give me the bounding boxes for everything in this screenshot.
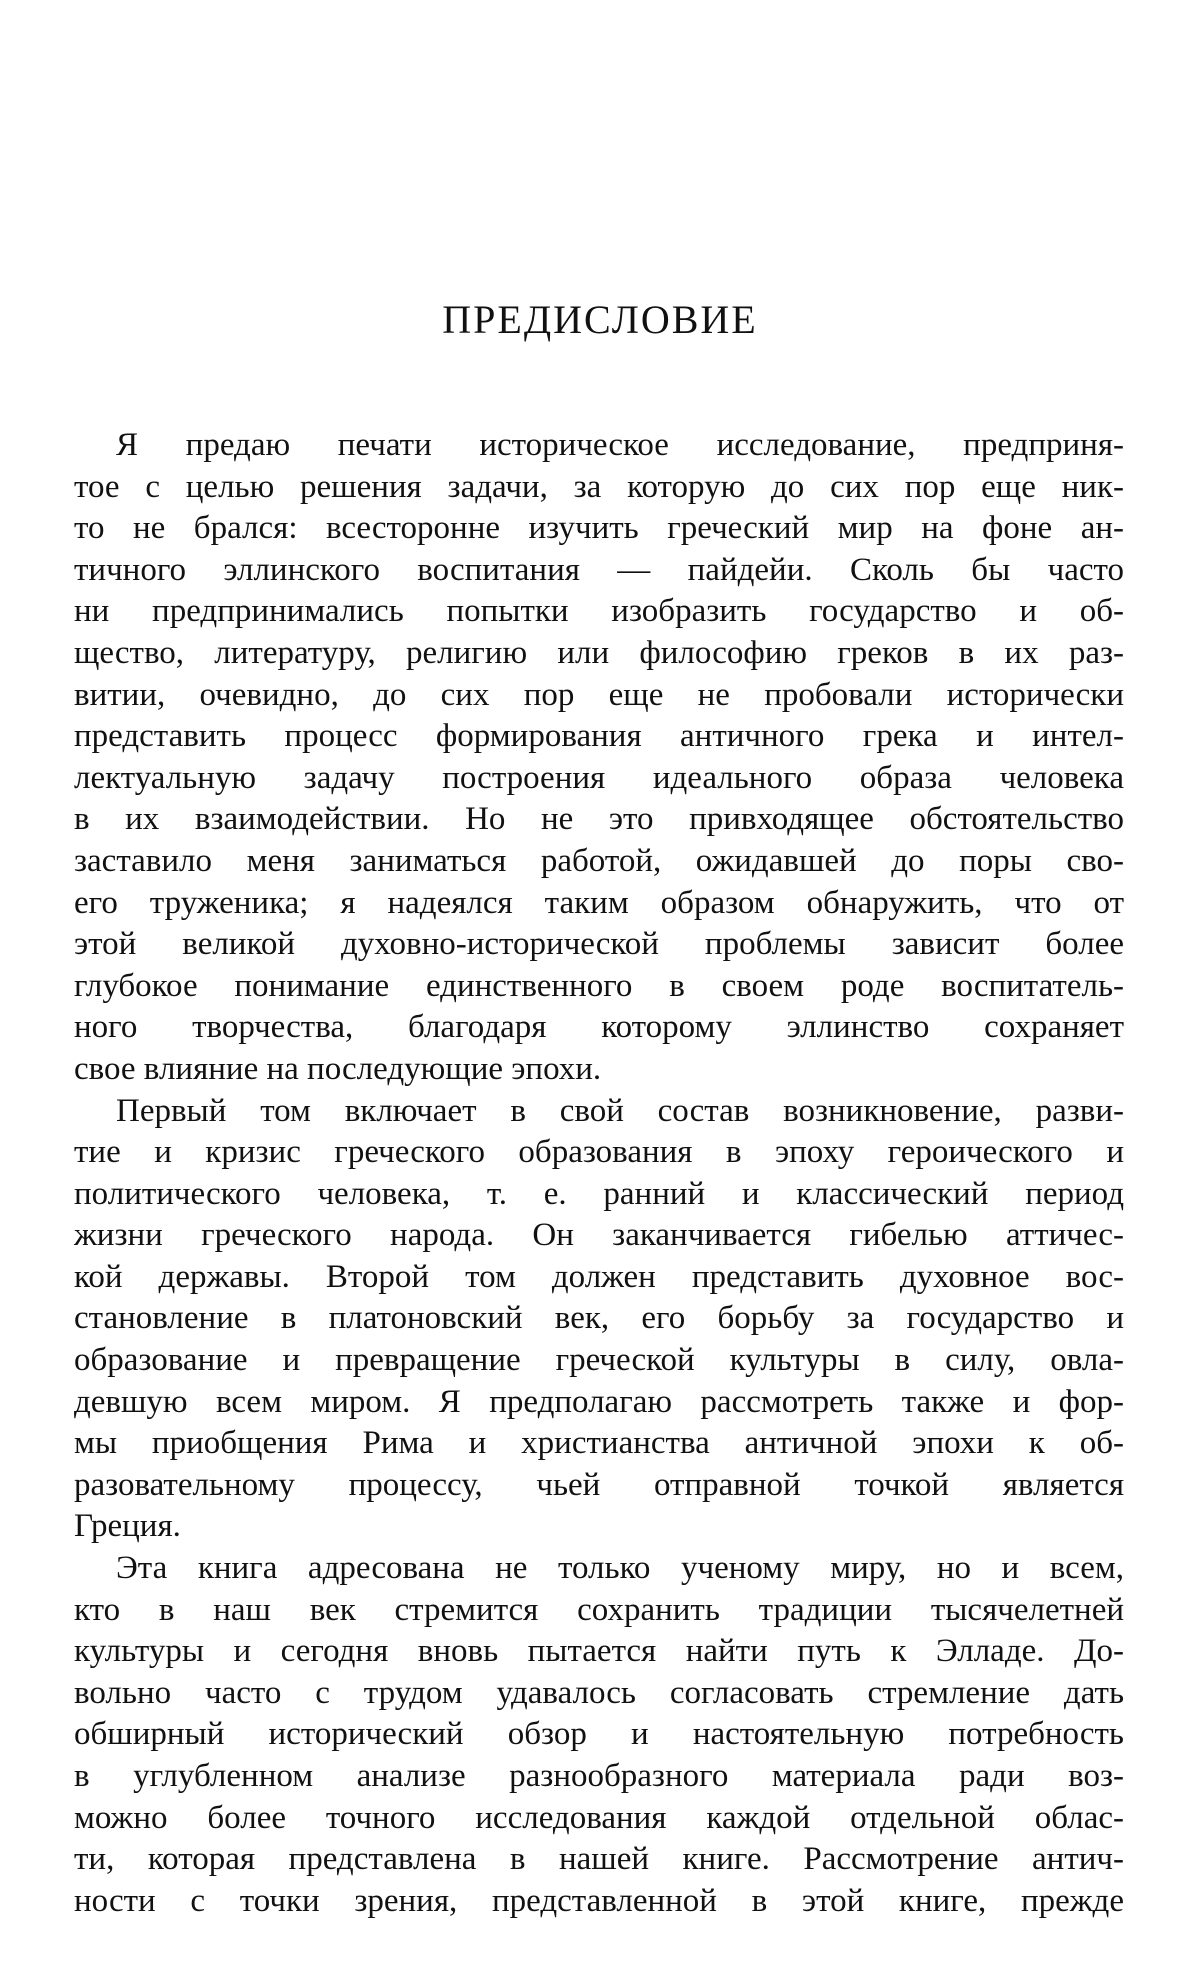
text-line: политического человека, т. е. ранний и классический период [74,1175,1124,1212]
text-line: ности с точки зрения, представленной в этой книге, прежде [74,1882,1124,1919]
text-line: ти, которая представлена в нашей книге. Рассмотрение антич- [74,1841,1124,1878]
text-line: образование и превращение греческой культуры в силу, овла- [74,1342,1124,1379]
text-line: то не брался: всесторонне изучить греческий мир на фоне ан- [74,510,1124,547]
text-line: щество, литературу, религию или философию греков в их раз- [74,634,1124,671]
text-line: разовательному процессу, чьей отправной точкой является [74,1466,1124,1503]
text-line: Эта книга адресована не только ученому миру, но и всем, [116,1550,1124,1587]
text-line: его труженика; я надеялся таким образом обнаружить, что от [74,884,1124,921]
text-line: витии, очевидно, до сих пор еще не пробовали исторически [74,676,1124,713]
text-line: глубокое понимание единственного в своем роде воспитатель- [74,967,1124,1004]
text-line: в их взаимодействии. Но не это привходящее обстоятельство [74,801,1124,838]
text-line: вольно часто с трудом удавалось согласовать стремление дать [74,1674,1124,1711]
text-line: представить процесс формирования античного грека и интел- [74,718,1124,755]
text-line: лектуальную задачу построения идеального образа человека [74,759,1124,796]
text-line: этой великой духовно-исторической проблемы зависит более [74,926,1124,963]
text-line: тие и кризис греческого образования в эпоху героического и [74,1134,1124,1171]
text-line: Первый том включает в свой состав возникновение, разви- [116,1092,1124,1129]
text-line: культуры и сегодня вновь пытается найти путь к Элладе. До- [74,1633,1124,1670]
text-line: в углубленном анализе разнообразного материала ради воз- [74,1758,1124,1794]
text-line: свое влияние на последующие эпохи. [74,1050,602,1087]
text-line: девшую всем миром. Я предполагаю рассмотреть также и фор- [74,1383,1124,1420]
text-line: кой державы. Второй том должен представить духовное вос- [74,1258,1124,1295]
text-line: Я предаю печати историческое исследование, предприня- [116,427,1124,463]
page-title: ПРЕДИСЛОВИЕ [442,297,758,342]
text-line: ни предпринимались попытки изобразить государство и об- [74,593,1124,630]
text-line: можно более точного исследования каждой отдельной облас- [74,1799,1124,1836]
text-line: тое с целью решения задачи, за которую до сих пор еще ник- [74,468,1124,505]
text-line: ного творчества, благодаря которому эллинство сохраняет [74,1009,1124,1046]
text-line: заставило меня заниматься работой, ожидавшей до поры сво- [74,842,1124,879]
text-line: кто в наш век стремится сохранить традиции тысячелетней [74,1591,1124,1628]
text-line: жизни греческого народа. Он заканчивается гибелью аттичес- [74,1217,1124,1254]
text-line: Греция. [74,1508,181,1545]
text-line: становление в платоновский век, его борьбу за государство и [74,1300,1124,1337]
text-line: тичного эллинского воспитания — пайдейи. Сколь бы часто [74,551,1124,588]
body-text [74,425,1124,1922]
text-line: мы приобщения Рима и христианства античной эпохи к об- [74,1425,1124,1462]
text-line: обширный исторический обзор и настоятельную потребность [74,1716,1124,1753]
